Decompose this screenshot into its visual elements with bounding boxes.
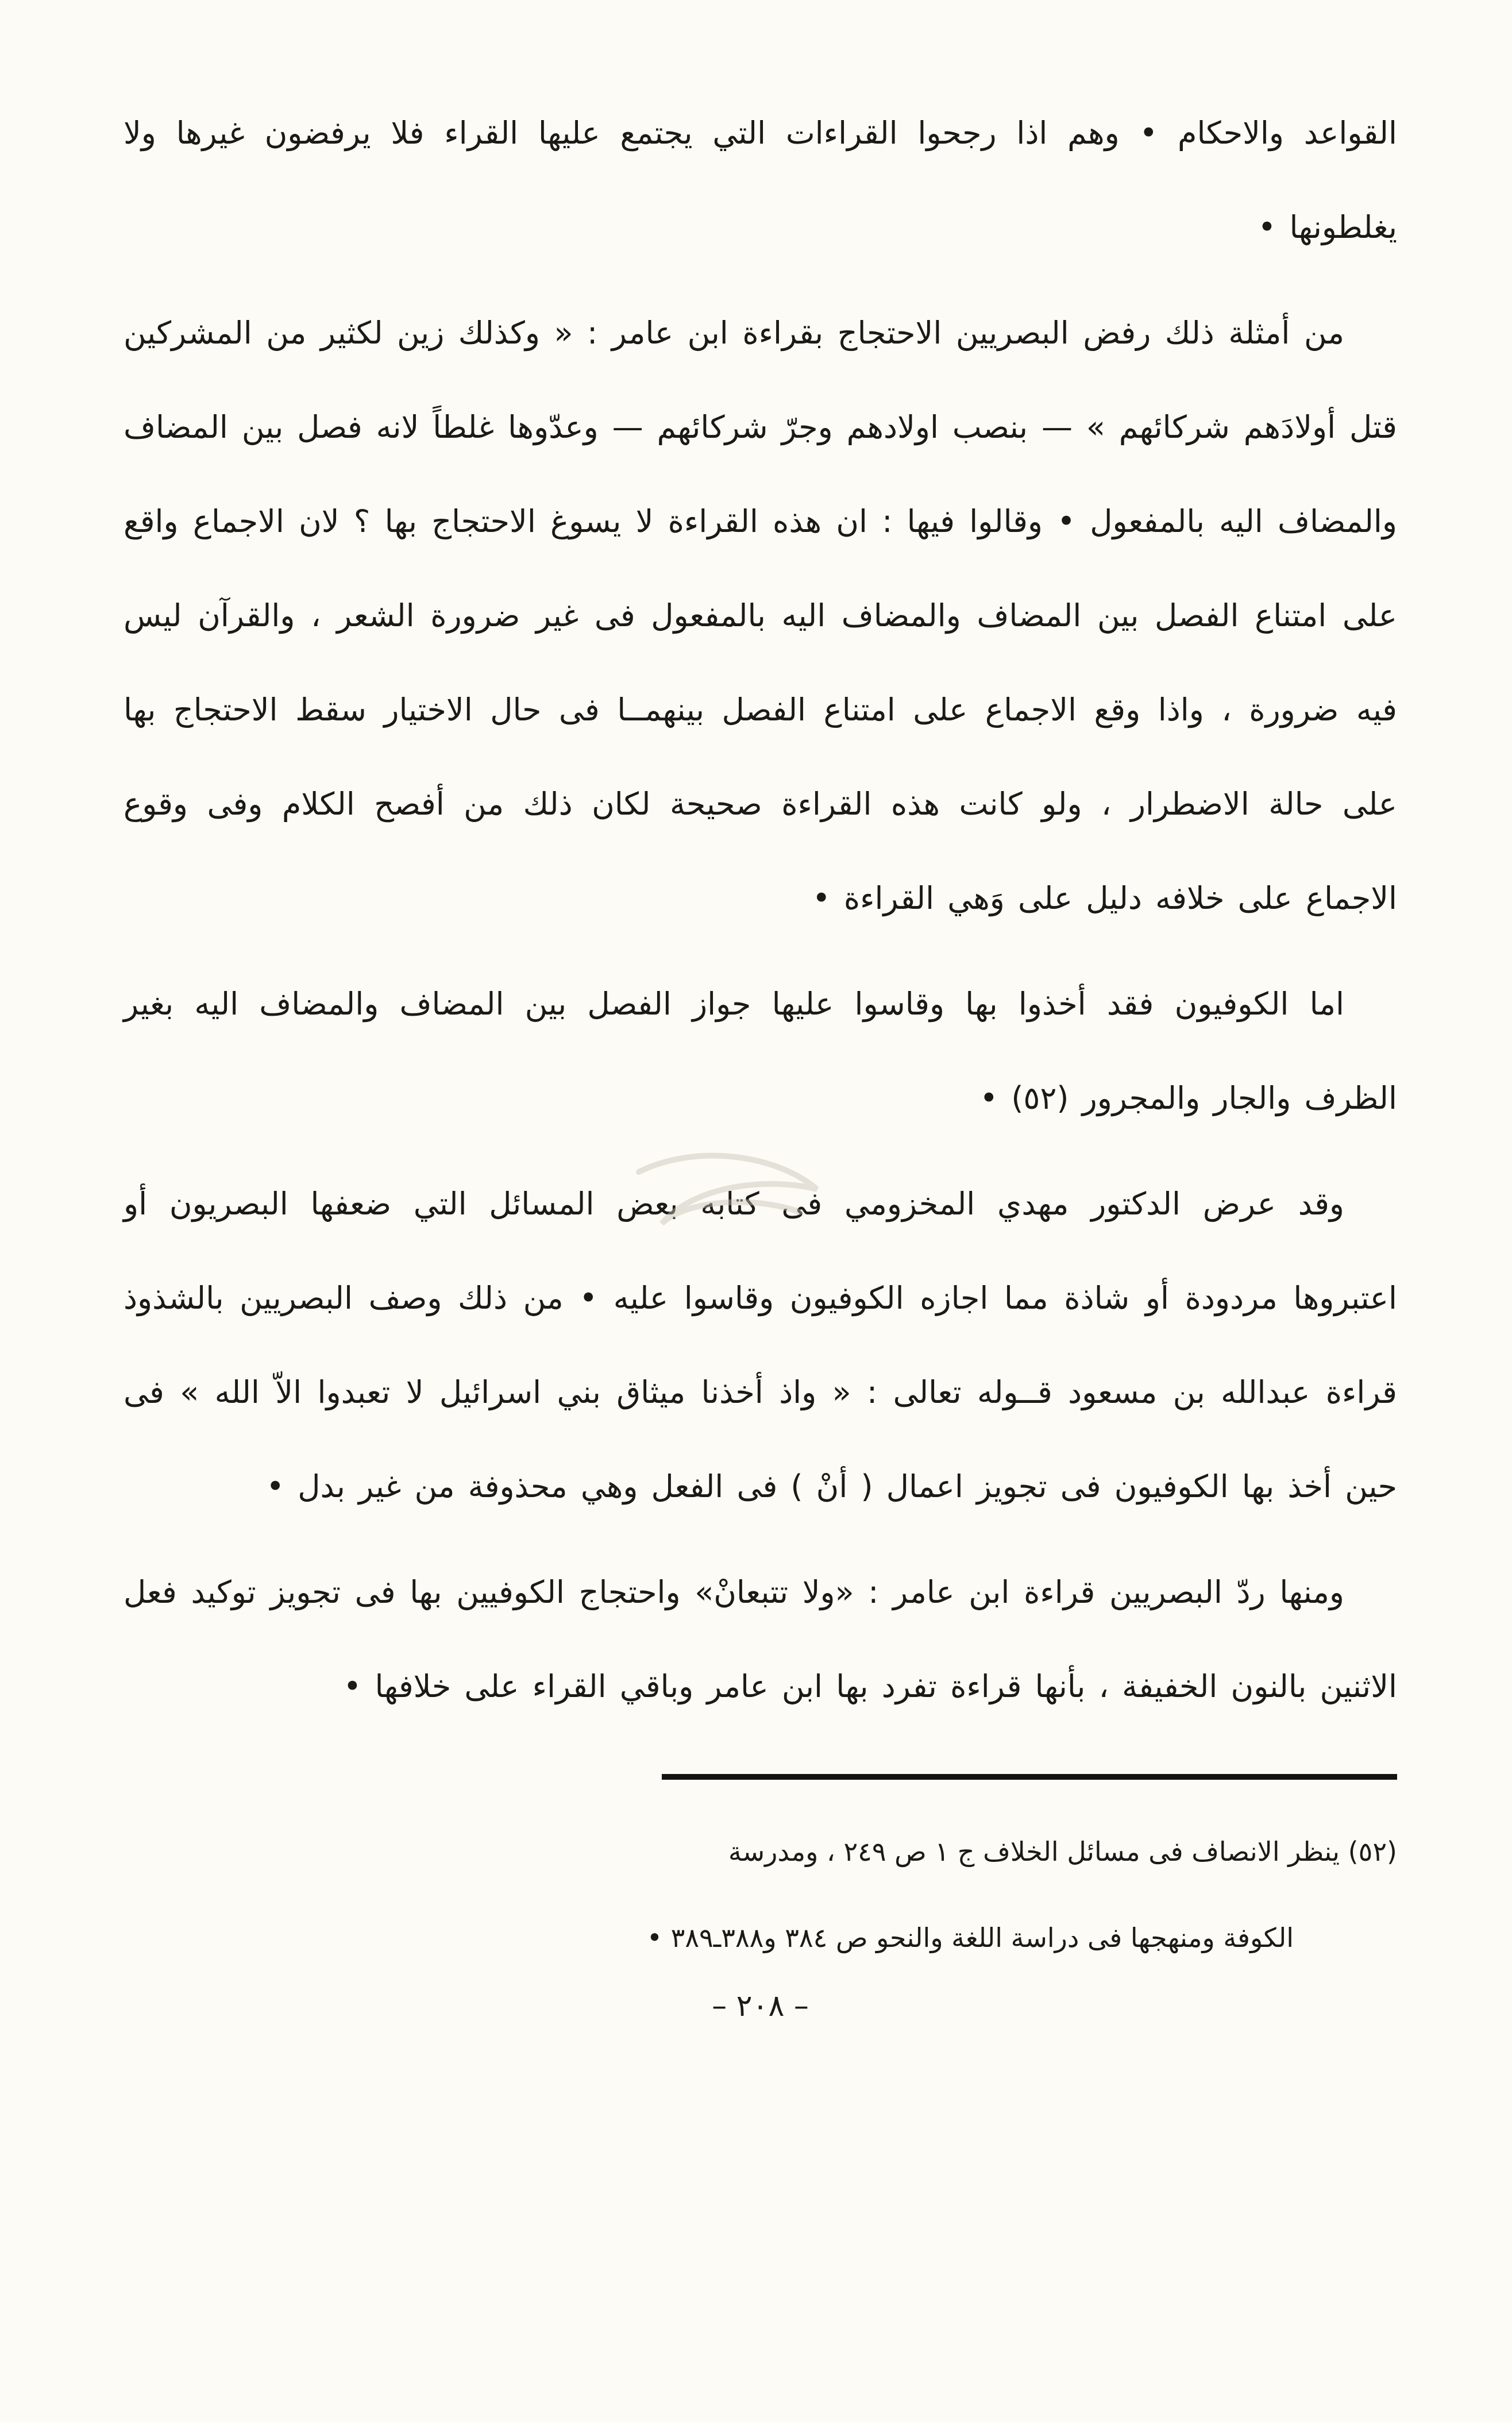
page-number: – ٢٠٨ –: [712, 1989, 809, 2023]
footnote-line-1: (٥٢) ينظر الانصاف فى مسائل الخلاف ج ١ ص ٢٤٩ ، ومدرسة: [728, 1836, 1397, 1867]
footnote-divider: [662, 1774, 1397, 1780]
paragraph-1: القواعد والاحكام • وهم اذا رجحوا القراءات التي يجتمع عليها القراء فلا يرفضون غيرها ولا يغلطونها •: [124, 115, 1397, 245]
paragraph-3: اما الكوفيون فقد أخذوا بها وقاسوا عليها جواز الفصل بين المضاف والمضاف اليه بغير الظرف والجار والمجرور (٥٢) •: [124, 986, 1397, 1116]
paragraph-5: ومنها ردّ البصريين قراءة ابن عامر : «ولا تتبعانْ» واحتجاج الكوفيين بها فى تجويز توكيد فعل الاثنين بالنون الخفيفة ، بأنها قراءة تفرد بها ابن عامر وباقي القراء على خلافها •: [124, 1574, 1397, 1704]
footnote: [124, 1808, 1397, 1981]
paragraph-2: من أمثلة ذلك رفض البصريين الاحتجاج بقراءة ابن عامر : « وكذلك زين لكثير من المشركين قتل أولادَهم شركائهم » — بنصب اولادهم وجرّ شركائهم — وعدّوها غلطاً لانه فصل بين المضاف والمضاف اليه بالمفعول • وقالوا فيها : ان هذه القراءة لا يسوغ الاحتجاج بها ؟ لان الاجماع واقع على امتناع الفصل بين المضاف والمضاف اليه بالمفعول فى غير ضرورة الشعر ، والقرآن ليس فيه ضرورة ، واذا وقع الاجماع على امتناع الفصل بينهمــا فى حال الاختيار سقط الاحتجاج بها على حالة الاضطرار ، ولو كانت هذه القراءة صحيحة لكان ذلك من أفصح الكلام وفى وقوع الاجماع على خلافه دليل على وَهي القراءة •: [124, 315, 1397, 916]
paragraph-4: وقد عرض الدكتور مهدي المخزومي فى كتابه بعض المسائل التي ضعفها البصريون أو اعتبروها مردودة أو شاذة مما اجازه الكوفيون وقاسوا عليه • من ذلك وصف البصريين بالشذوذ قراءة عبدالله بن مسعود قــوله تعالى : « واذ أخذنا ميثاق بني اسرائيل لا تعبدوا الاّ الله » فى حين أخذ بها الكوفيون فى تجويز اعمال ( أنْ ) فى الفعل وهي محذوفة من غير بدل •: [124, 1186, 1397, 1505]
footnote-line-2: الكوفة ومنهجها فى دراسة اللغة والنحو ص ٣٨٤ و٣٨٨ـ٣٨٩ •: [646, 1922, 1294, 1953]
body-text: [124, 86, 1397, 1734]
